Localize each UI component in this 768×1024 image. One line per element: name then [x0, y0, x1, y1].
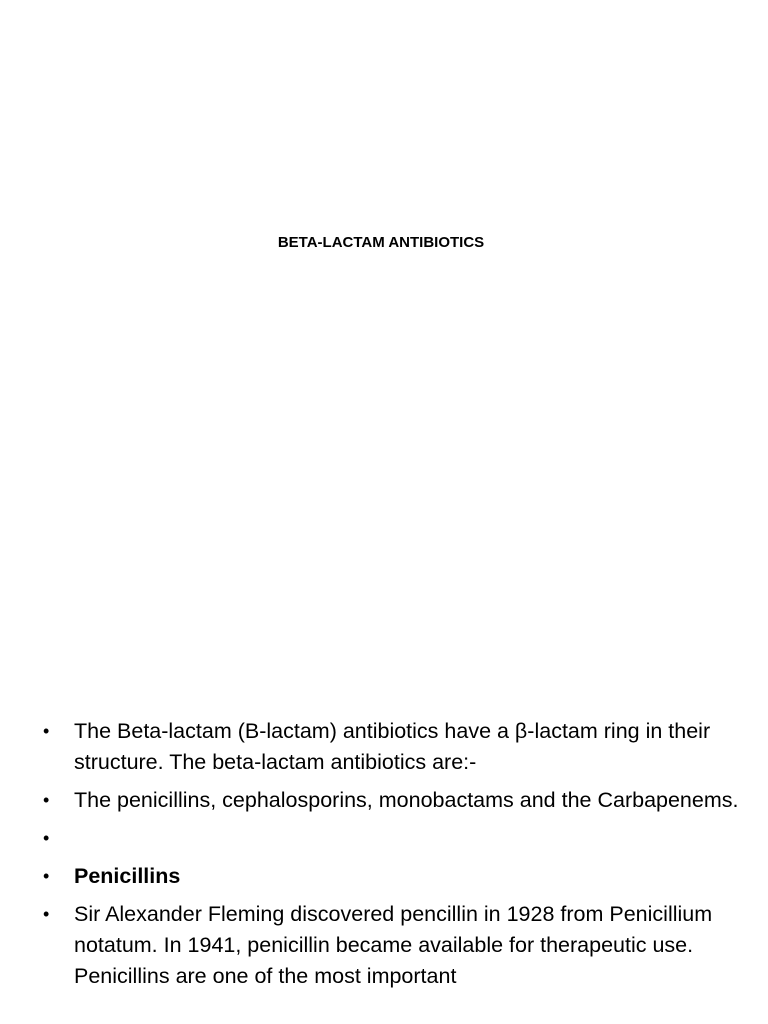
bullet-item-empty: [40, 823, 740, 854]
bullet-item-types: [40, 785, 740, 816]
bullet-text: Sir Alexander Fleming discovered pencillin in 1928 from Penicillium notatum. In 1941, penicillin became available for therapeutic use. Penicillins are one of the most important: [74, 902, 713, 988]
bullet-dot-icon: •: [43, 721, 50, 741]
bullet-item-penicillins-heading: [40, 861, 740, 892]
bullet-item-fleming: [40, 899, 740, 992]
document-title: BETA-LACTAM ANTIBIOTICS: [277, 234, 485, 251]
bullet-text: The penicillins, cephalosporins, monobactams and the Carbapenems.: [74, 788, 739, 812]
bullet-dot-icon: •: [43, 866, 50, 886]
bullet-text: The Beta-lactam (B-lactam) antibiotics have a β-lactam ring in their structure. The beta-lactam antibiotics are:-: [74, 719, 711, 774]
bullet-heading: Penicillins: [74, 864, 181, 888]
bullet-dot-icon: •: [43, 790, 50, 810]
bullet-dot-icon: •: [43, 828, 50, 848]
bullet-dot-icon: •: [43, 904, 50, 924]
bullet-item-intro: [40, 716, 740, 778]
bullet-list: [40, 716, 740, 999]
